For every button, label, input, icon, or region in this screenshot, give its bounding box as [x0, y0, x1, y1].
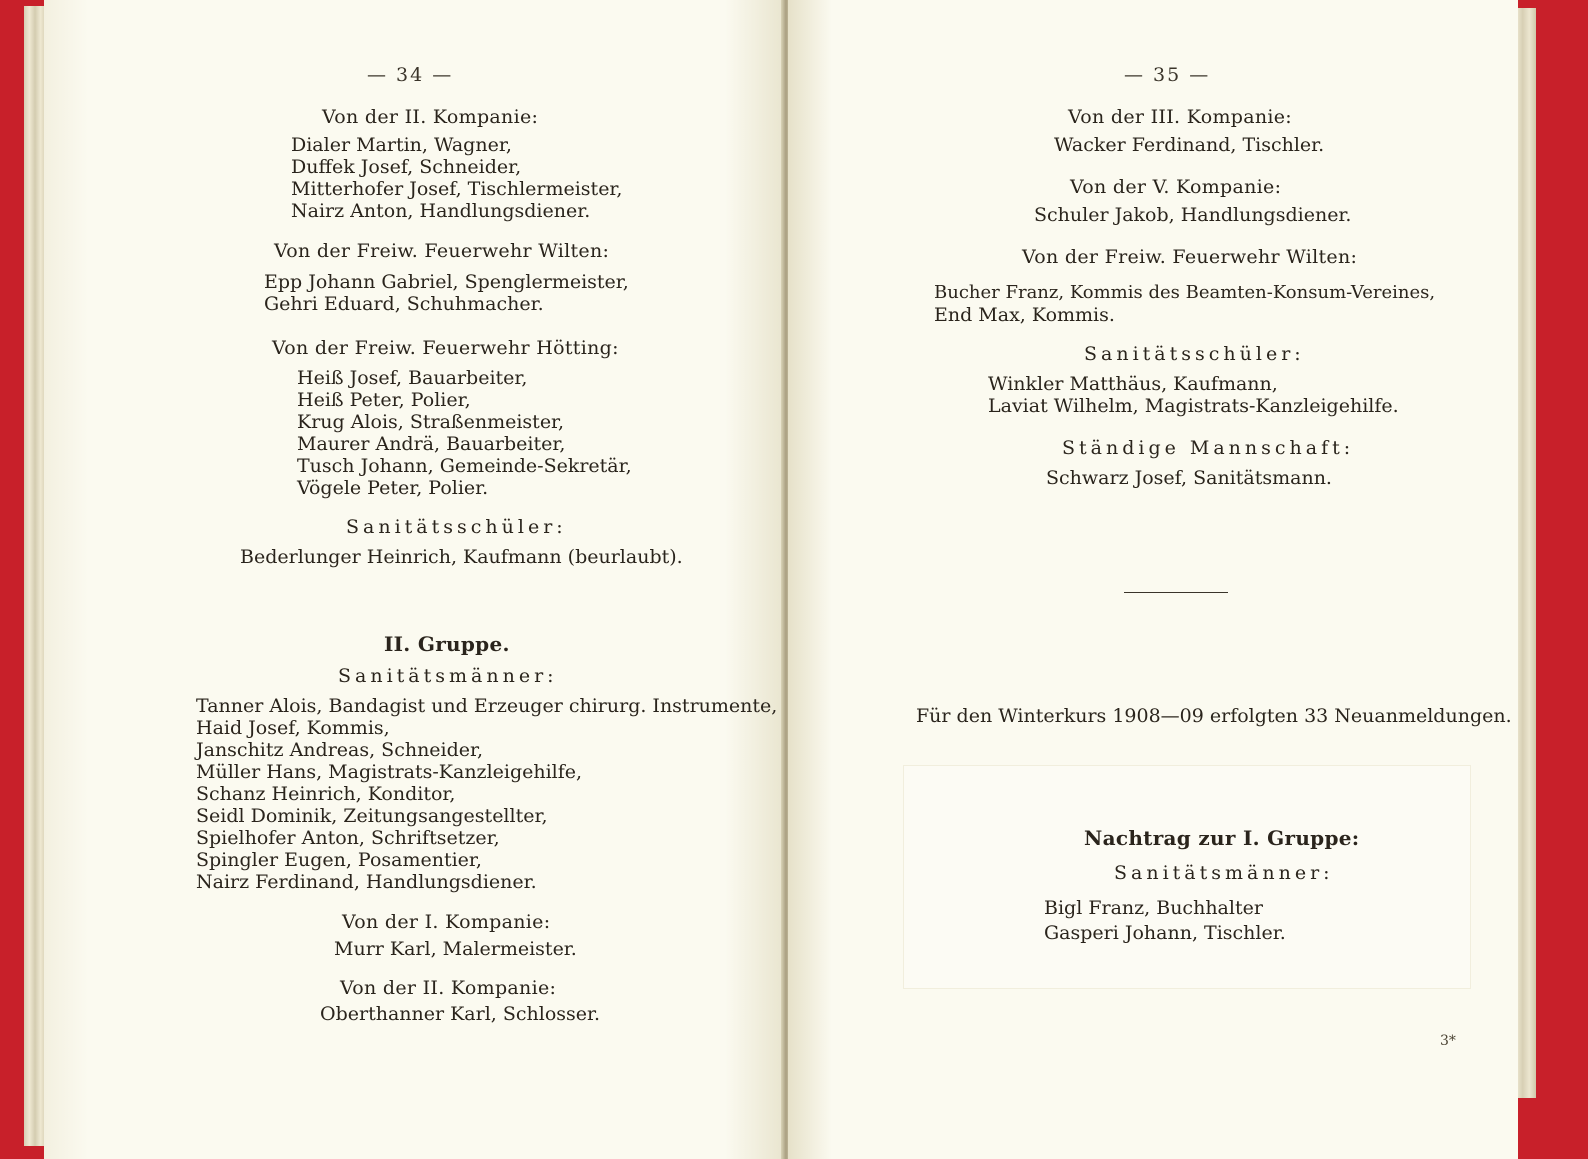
list-item: Schwarz Josef, Sanitätsmann. — [1046, 467, 1332, 489]
list-item: Krug Alois, Straßenmeister, — [297, 411, 565, 433]
list-item: Gehri Eduard, Schuhmacher. — [264, 293, 544, 315]
signature-mark: 3* — [1440, 1033, 1456, 1049]
section-heading: Von der Freiw. Feuerwehr Hötting: — [272, 337, 619, 359]
list-item: Oberthanner Karl, Schlosser. — [320, 1003, 601, 1025]
list-item: Duffek Josef, Schneider, — [291, 156, 522, 178]
list-item: Müller Hans, Magistrats-Kanzleigehilfe, — [196, 761, 583, 783]
list-item: Spielhofer Anton, Schriftsetzer, — [196, 827, 500, 849]
section-heading: Von der II. Kompanie: — [340, 977, 557, 999]
list-item: Spingler Eugen, Posamentier, — [196, 849, 482, 871]
page-number: — 34 — — [367, 64, 454, 86]
list-item: End Max, Kommis. — [934, 304, 1115, 326]
page-stack-edge — [1516, 8, 1536, 1098]
section-heading: Sanitätsschüler: — [1084, 343, 1305, 365]
list-item: Bederlunger Heinrich, Kaufmann (beurlaubt). — [240, 546, 683, 568]
list-item: Tusch Johann, Gemeinde-Sekretär, — [297, 455, 632, 477]
group-title: II. Gruppe. — [384, 632, 510, 656]
section-divider — [1124, 592, 1228, 593]
section-heading: Von der V. Kompanie: — [1070, 176, 1282, 198]
list-item: Gasperi Johann, Tischler. — [1044, 922, 1286, 944]
pasted-supplement-slip — [904, 766, 1470, 988]
list-item: Janschitz Andreas, Schneider, — [196, 739, 484, 761]
supplement-subtitle: Sanitätsmänner: — [1114, 862, 1334, 884]
list-item: Mitterhofer Josef, Tischlermeister, — [291, 178, 623, 200]
list-item: Vögele Peter, Polier. — [297, 477, 489, 499]
list-item: Heiß Josef, Bauarbeiter, — [297, 367, 528, 389]
list-item: Laviat Wilhelm, Magistrats-Kanzleigehilfe. — [988, 395, 1399, 417]
list-item: Nairz Ferdinand, Handlungsdiener. — [196, 871, 537, 893]
page-number: — 35 — — [1124, 64, 1211, 86]
group-subtitle: Sanitätsmänner: — [338, 665, 558, 687]
section-heading: Ständige Mannschaft: — [1062, 437, 1355, 459]
list-item: Seidl Dominik, Zeitungsangestellter, — [196, 805, 548, 827]
section-heading: Von der Freiw. Feuerwehr Wilten: — [274, 240, 610, 262]
list-item: Schuler Jakob, Handlungsdiener. — [1034, 204, 1352, 226]
supplement-title: Nachtrag zur I. Gruppe: — [1084, 826, 1360, 850]
section-heading: Von der Freiw. Feuerwehr Wilten: — [1022, 246, 1358, 268]
list-item: Nairz Anton, Handlungsdiener. — [291, 200, 591, 222]
left-page — [44, 0, 784, 1159]
list-item: Murr Karl, Malermeister. — [334, 938, 577, 960]
section-heading: Von der II. Kompanie: — [322, 106, 539, 128]
page-stack-edge — [24, 6, 46, 1146]
list-item: Bucher Franz, Kommis des Beamten-Konsum-Vereines, — [934, 282, 1436, 303]
section-heading: Sanitätsschüler: — [346, 516, 567, 538]
section-heading: Von der III. Kompanie: — [1068, 106, 1293, 128]
section-heading: Von der I. Kompanie: — [342, 911, 551, 933]
winter-note: Für den Winterkurs 1908—09 erfolgten 33 Neuanmeldungen. — [916, 705, 1512, 727]
list-item: Maurer Andrä, Bauarbeiter, — [297, 433, 566, 455]
list-item: Tanner Alois, Bandagist und Erzeuger chirurg. Instrumente, — [196, 695, 778, 717]
list-item: Dialer Martin, Wagner, — [291, 134, 512, 156]
list-item: Winkler Matthäus, Kaufmann, — [988, 373, 1278, 395]
list-item: Bigl Franz, Buchhalter — [1044, 897, 1263, 919]
list-item: Heiß Peter, Polier, — [297, 389, 471, 411]
list-item: Epp Johann Gabriel, Spenglermeister, — [264, 271, 629, 293]
list-item: Schanz Heinrich, Konditor, — [196, 783, 456, 805]
list-item: Haid Josef, Kommis, — [196, 717, 390, 739]
list-item: Wacker Ferdinand, Tischler. — [1054, 134, 1325, 156]
